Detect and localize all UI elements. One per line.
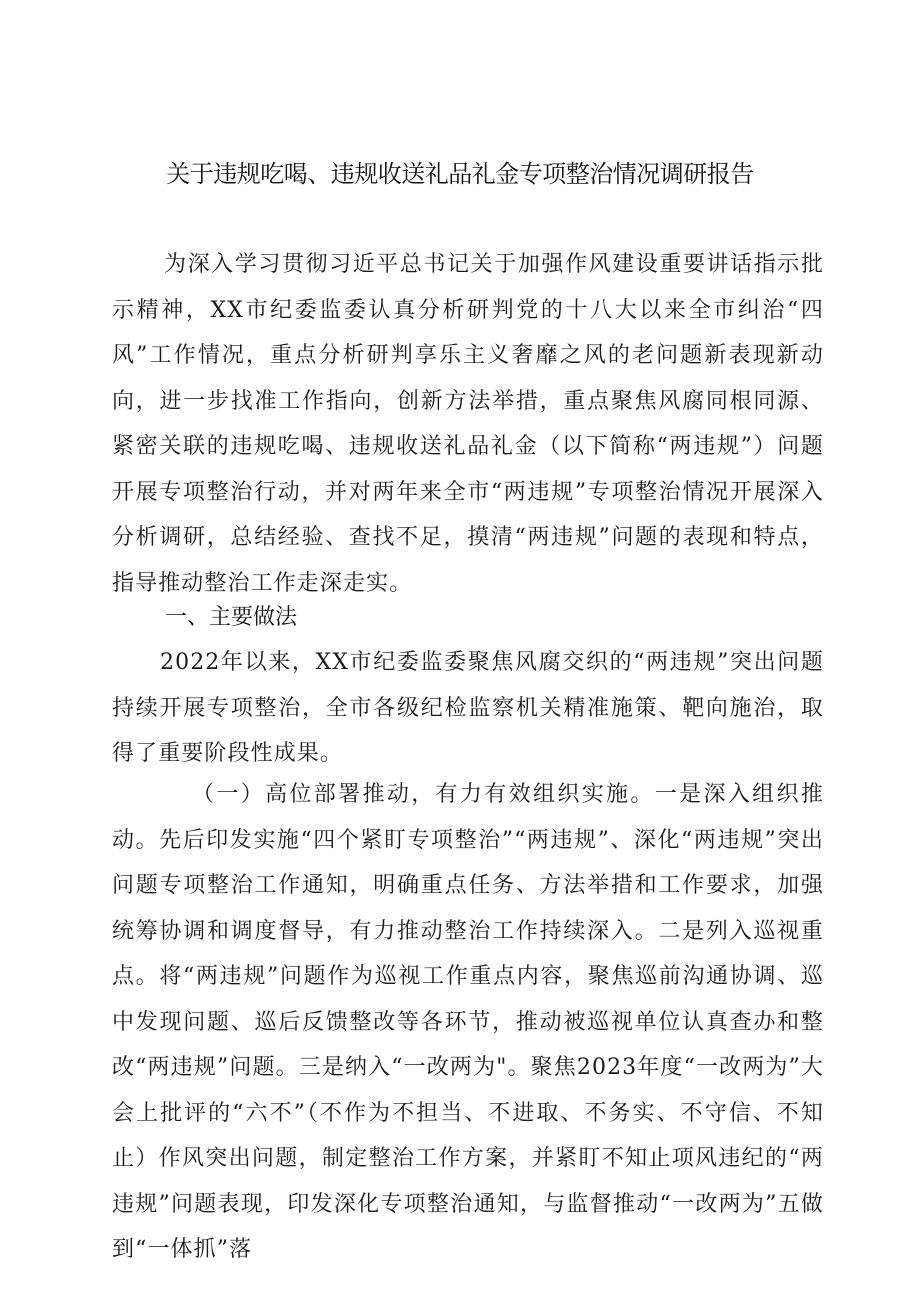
document-title: 关于违规吃喝、违规收送礼品礼金专项整治情况调研报告 bbox=[166, 160, 754, 188]
subsection-paragraph: （一）高位部署推动，有力有效组织实施。一是深入组织推动。先后印发实施“四个紧盯专项整治”“两违规”、深化“两违规”突出问题专项整治工作通知，明确重点任务、方法举措和工作要求，加强统筹协调和调度督导，有力推动整治工作持续深入。二是列入巡视重点。将“两违规”问题作为巡视工作重点内容，聚焦巡前沟通协调、巡中发现问题、巡后反馈整改等各环节，推动被巡视单位认真查办和整改“两违规”问题。三是纳入“一改两为"。聚焦2023年度“一改两为”大会上批评的“六不”（不作为不担当、不进取、不务实、不守信、不知止）作风突出问题，制定整治工作方案，并紧盯不知止项风违纪的“两违规”问题表现，印发深化专项整治通知，与监督推动“一改两为”五做到“一体抓”落 bbox=[112, 782, 824, 1262]
section-heading: 一、主要做法 bbox=[165, 605, 298, 630]
section-paragraph: 2022年以来，XX市纪委监委聚焦风腐交织的“两违规”突出问题持续开展专项整治，全市各级纪检监察机关精准施策、靶向施治，取得了重要阶段性成果。 bbox=[112, 650, 824, 766]
intro-paragraph: 为深入学习贯彻习近平总书记关于加强作风建设重要讲话指示批示精神，XX市纪委监委认真分析研判党的十八大以来全市纠治“四风”工作情况，重点分析研判享乐主义奢靡之风的老问题新表现新动向，进一步找准工作指向，创新方法举措，重点聚焦风腐同根同源、紧密关联的违规吃喝、违规收送礼品礼金（以下简称“两违规”）问题开展专项整治行动，并对两年来全市“两违规”专项整治情况开展深入分析调研，总结经验、查找不足，摸清“两违规”问题的表现和特点，指导推动整治工作走深走实。 bbox=[112, 252, 824, 596]
